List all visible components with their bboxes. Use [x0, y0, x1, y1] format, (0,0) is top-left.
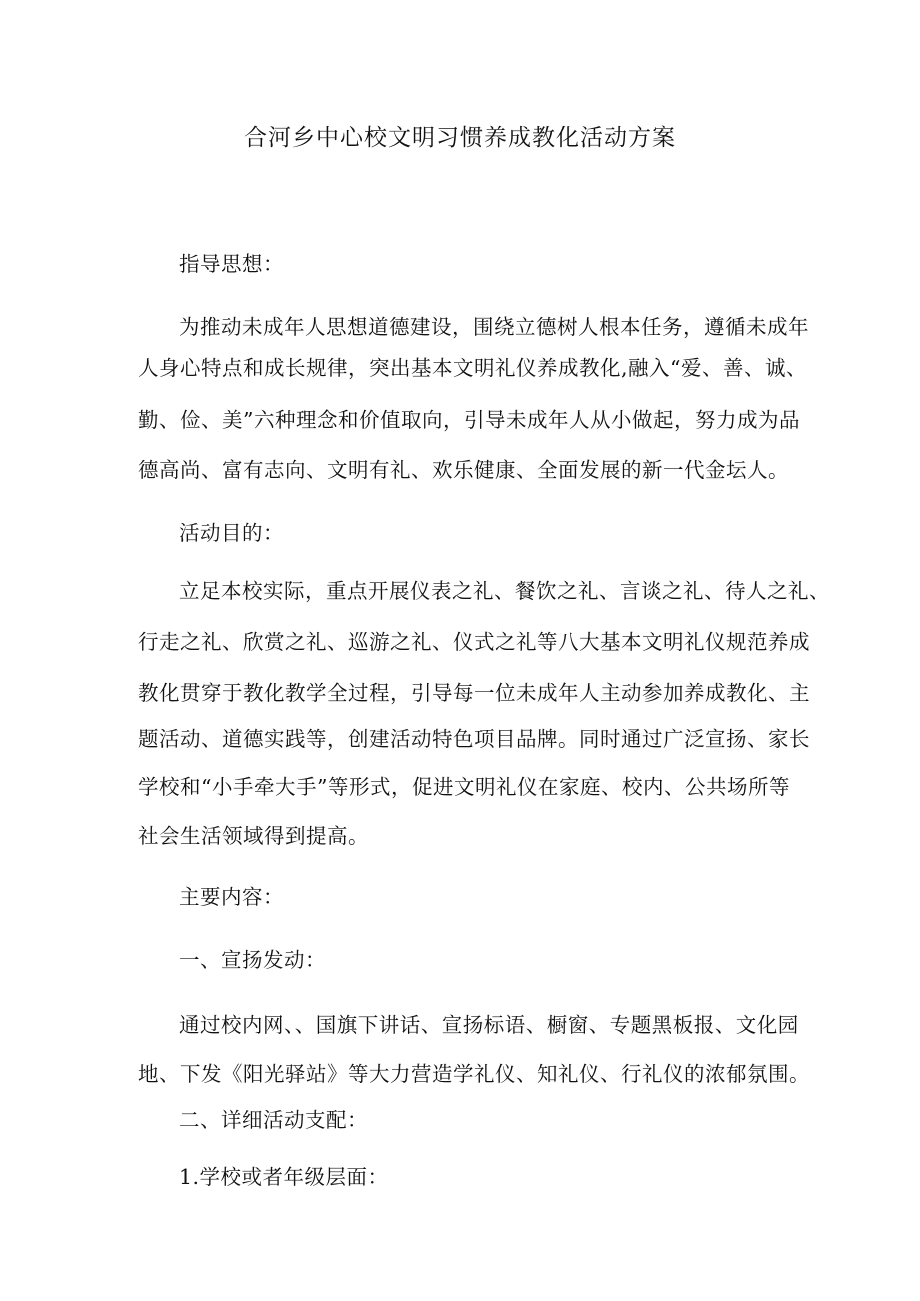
paragraph-line: 教化贯穿于教化教学全过程，引导每一位未成年人主动参加养成教化、主: [138, 681, 810, 705]
paragraph-line: 勤、俭、美”六种理念和价值取向，引导未成年人从小做起，努力成为品: [138, 408, 800, 432]
heading-main-content: 主要内容：: [179, 885, 284, 909]
heading-guiding-thought: 指导思想：: [179, 252, 284, 276]
paragraph-line: 立足本校实际，重点开展仪表之礼、餐饮之礼、言谈之礼、待人之礼、: [179, 579, 830, 603]
paragraph-line: 社会生活领域得到提高。: [138, 824, 369, 848]
heading-detailed-arrangement: 二、详细活动支配：: [179, 1108, 368, 1132]
paragraph-line: 题活动、道德实践等，创建活动特色项目品牌。同时通过广泛宣扬、家长: [138, 727, 810, 751]
paragraph-line: 通过校内网、、国旗下讲话、宣扬标语、橱窗、专题黑板报、文化园: [179, 1013, 799, 1037]
paragraph-line: 德高尚、富有志向、文明有礼、欢乐健康、全面发展的新一代金坛人。: [138, 458, 789, 482]
heading-activity-purpose: 活动目的：: [179, 521, 284, 545]
document-title: 合河乡中心校文明习惯养成教化活动方案: [244, 125, 676, 151]
heading-school-level: 1.学校或者年级层面：: [179, 1165, 389, 1189]
paragraph-line: 学校和“小手牵大手”等形式，促进文明礼仪在家庭、校内、公共场所等: [138, 775, 790, 799]
paragraph-line: 行走之礼、欣赏之礼、巡游之礼、仪式之礼等八大基本文明礼仪规范养成: [138, 630, 810, 654]
paragraph-line: 地、下发《阳光驿站》等大力营造学礼仪、知礼仪、行礼仪的浓郁氛围。: [138, 1062, 810, 1086]
paragraph-line: 人身心特点和成长规律，突出基本文明礼仪养成教化,融入“爱、善、诚、: [138, 356, 807, 380]
paragraph-line: 为推动未成年人思想道德建设，围绕立德树人根本任务，遵循未成年: [179, 315, 809, 339]
heading-promotion: 一、宣扬发动：: [179, 948, 326, 972]
